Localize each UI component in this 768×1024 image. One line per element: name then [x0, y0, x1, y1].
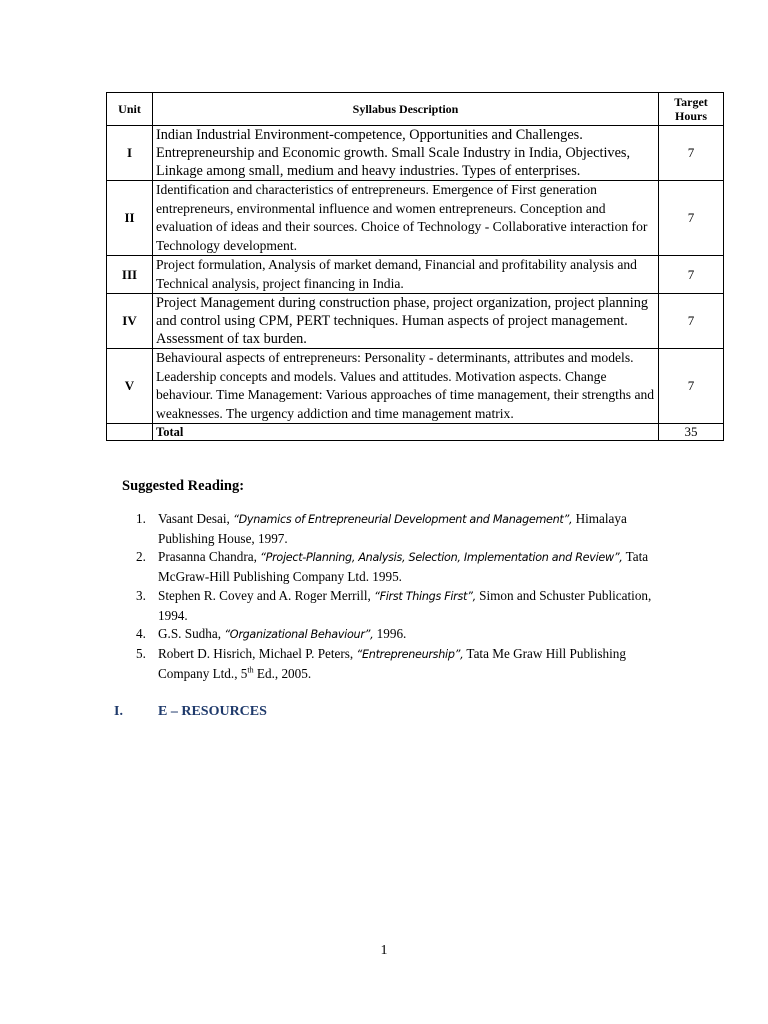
description-cell: Behavioural aspects of entrepreneurs: Personality - determinants, attributes and models. Leadership concepts and models. Values and attitudes. Motivation aspects. Change behaviour. Time Management: Various approaches of time management, their strengths and weaknesses. The urgency addiction and time management matrix. — [153, 349, 659, 424]
unit-cell: IV — [107, 294, 153, 349]
item-title: “Project-Planning, Analysis, Selection, Implementation and Review”, — [260, 551, 623, 565]
hours-cell: 7 — [659, 256, 724, 294]
section-number: I. — [114, 704, 123, 719]
item-publisher-end: Ed., 2005. — [253, 665, 312, 681]
item-title: “Organizational Behaviour”, — [224, 628, 374, 642]
table-row — [107, 256, 724, 294]
header-hours-line1: Target — [674, 95, 708, 109]
hours-cell: 7 — [659, 126, 724, 181]
item-author: Stephen R. Covey and A. Roger Merrill, — [158, 587, 375, 603]
table-row — [107, 181, 724, 256]
hours-cell: 7 — [659, 181, 724, 256]
item-publisher: 1996. — [373, 626, 407, 642]
table-row — [107, 349, 724, 424]
item-number: 1. — [136, 511, 146, 526]
suggested-reading-heading: Suggested Reading: — [122, 478, 245, 494]
list-item — [130, 548, 670, 586]
item-publisher: Tata Me Graw Hill Publishing Company Ltd., 5 — [158, 645, 626, 681]
item-author: Vasant Desai, — [158, 511, 234, 526]
list-item — [130, 625, 670, 645]
table-header-row — [107, 93, 724, 126]
item-title: “Dynamics of Entrepreneurial Development and Management”, — [233, 513, 573, 526]
reading-list — [130, 510, 670, 683]
total-hours: 35 — [659, 424, 724, 441]
item-author: G.S. Sudha, — [158, 626, 225, 642]
item-publisher: Himalaya Publishing House, 1997. — [158, 511, 627, 546]
item-author: Robert D. Hisrich, Michael P. Peters, — [158, 645, 357, 661]
hours-cell: 7 — [659, 294, 724, 349]
item-title: “First Things First”, — [374, 589, 476, 603]
item-number: 3. — [136, 587, 146, 603]
table-row — [107, 126, 724, 181]
header-hours-line2: Hours — [674, 109, 707, 123]
edition-superscript: th — [247, 665, 254, 675]
list-item — [130, 587, 670, 625]
unit-cell: I — [107, 126, 153, 181]
description-cell: Project Management during construction phase, project organization, project planning and control using CPM, PERT techniques. Human aspects of project management. Assessment of tax burden. — [153, 294, 659, 349]
item-publisher: Tata McGraw-Hill Publishing Company Ltd. 1995. — [158, 549, 649, 585]
total-label: Total — [153, 424, 659, 441]
header-target-hours — [659, 93, 724, 126]
syllabus-table — [106, 92, 724, 441]
total-unit-cell — [107, 424, 153, 441]
section-title: E – RESOURCES — [158, 704, 267, 719]
unit-cell: V — [107, 349, 153, 424]
table-total-row — [107, 424, 724, 441]
description-cell: Indian Industrial Environment-competence, Opportunities and Challenges. Entrepreneurship and Economic growth. Small Scale Industry in India, Objectives, Linkage among small, medium and heavy industries. Types of enterprises. — [153, 126, 659, 181]
unit-cell: III — [107, 256, 153, 294]
page-number: 1 — [380, 943, 388, 958]
description-cell: Identification and characteristics of entrepreneurs. Emergence of First generation entrepreneurs, environmental influence and women entrepreneurs. Conception and evaluation of ideas and their sources. Choice of Technology - Collaborative interaction for Technology development. — [153, 181, 659, 256]
list-item — [130, 645, 670, 683]
unit-cell: II — [107, 181, 153, 256]
description-cell: Project formulation, Analysis of market demand, Financial and profitability analysis and Technical analysis, project financing in India. — [153, 256, 659, 294]
table-row — [107, 294, 724, 349]
item-author: Prasanna Chandra, — [158, 549, 261, 565]
header-unit: Unit — [107, 93, 153, 126]
hours-cell: 7 — [659, 349, 724, 424]
header-description: Syllabus Description — [153, 93, 659, 126]
item-number: 5. — [136, 645, 146, 661]
list-item — [130, 510, 670, 548]
item-title: “Entrepreneurship”, — [356, 647, 464, 661]
item-number: 2. — [136, 549, 146, 565]
item-publisher: Simon and Schuster Publication, 1994. — [158, 587, 652, 623]
item-number: 4. — [136, 626, 146, 642]
